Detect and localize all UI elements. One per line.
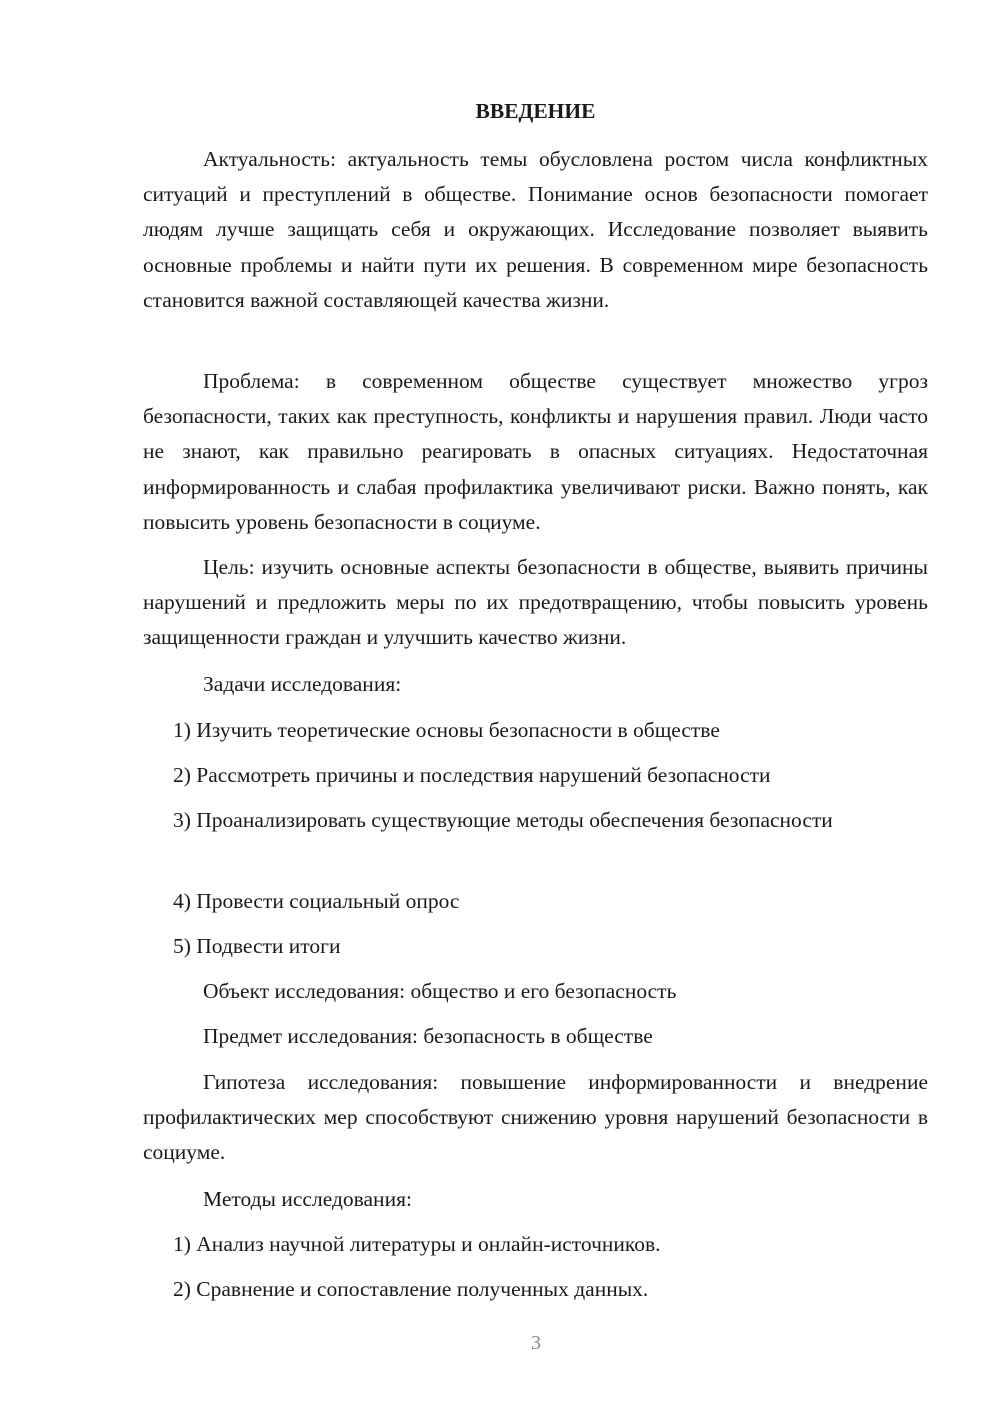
goal-paragraph: Цель: изучить основные аспекты безопасности в обществе, выявить причины нарушений и предложить меры по их предотвращению, чтобы повысить уровень защищенности граждан и улучшить качество жизни.: [143, 555, 928, 650]
task-item-1: 1) Изучить теоретические основы безопасности в обществе: [173, 718, 720, 742]
task-item-2: 2) Рассмотреть причины и последствия нарушений безопасности: [173, 763, 771, 787]
method-item-1: 1) Анализ научной литературы и онлайн-источников.: [173, 1232, 661, 1256]
task-item-3: 3) Проанализировать существующие методы обеспечения безопасности: [173, 808, 833, 832]
section-title: ВВЕДЕНИЕ: [475, 99, 596, 123]
task-item-5: 5) Подвести итоги: [173, 934, 341, 958]
problem-paragraph: Проблема: в современном обществе существует множество угроз безопасности, таких как преступность, конфликты и нарушения правил. Люди часто не знают, как правильно реагировать в опасных ситуациях. Недостаточная информированность и слабая профилактика увеличивают риски. Важно понять, как повысить уровень безопасности в социуме.: [143, 369, 928, 534]
subject-line: Предмет исследования: безопасность в обществе: [203, 1024, 653, 1048]
object-line: Объект исследования: общество и его безопасность: [203, 979, 677, 1003]
page-number: 3: [531, 1332, 541, 1354]
method-item-2: 2) Сравнение и сопоставление полученных данных.: [173, 1277, 649, 1301]
tasks-heading: Задачи исследования:: [203, 672, 402, 696]
hypothesis-paragraph: Гипотеза исследования: повышение информированности и внедрение профилактических мер способствуют снижению уровня нарушений безопасности в социуме.: [143, 1070, 928, 1165]
methods-heading: Методы исследования:: [203, 1187, 412, 1211]
task-item-4: 4) Провести социальный опрос: [173, 889, 460, 913]
relevance-paragraph: Актуальность: актуальность темы обусловлена ростом числа конфликтных ситуаций и преступлений в обществе. Понимание основ безопасности помогает людям лучше защищать себя и окружающих. Исследование позволяет выявить основные проблемы и найти пути их решения. В современном мире безопасность становится важной составляющей качества жизни.: [143, 147, 928, 312]
